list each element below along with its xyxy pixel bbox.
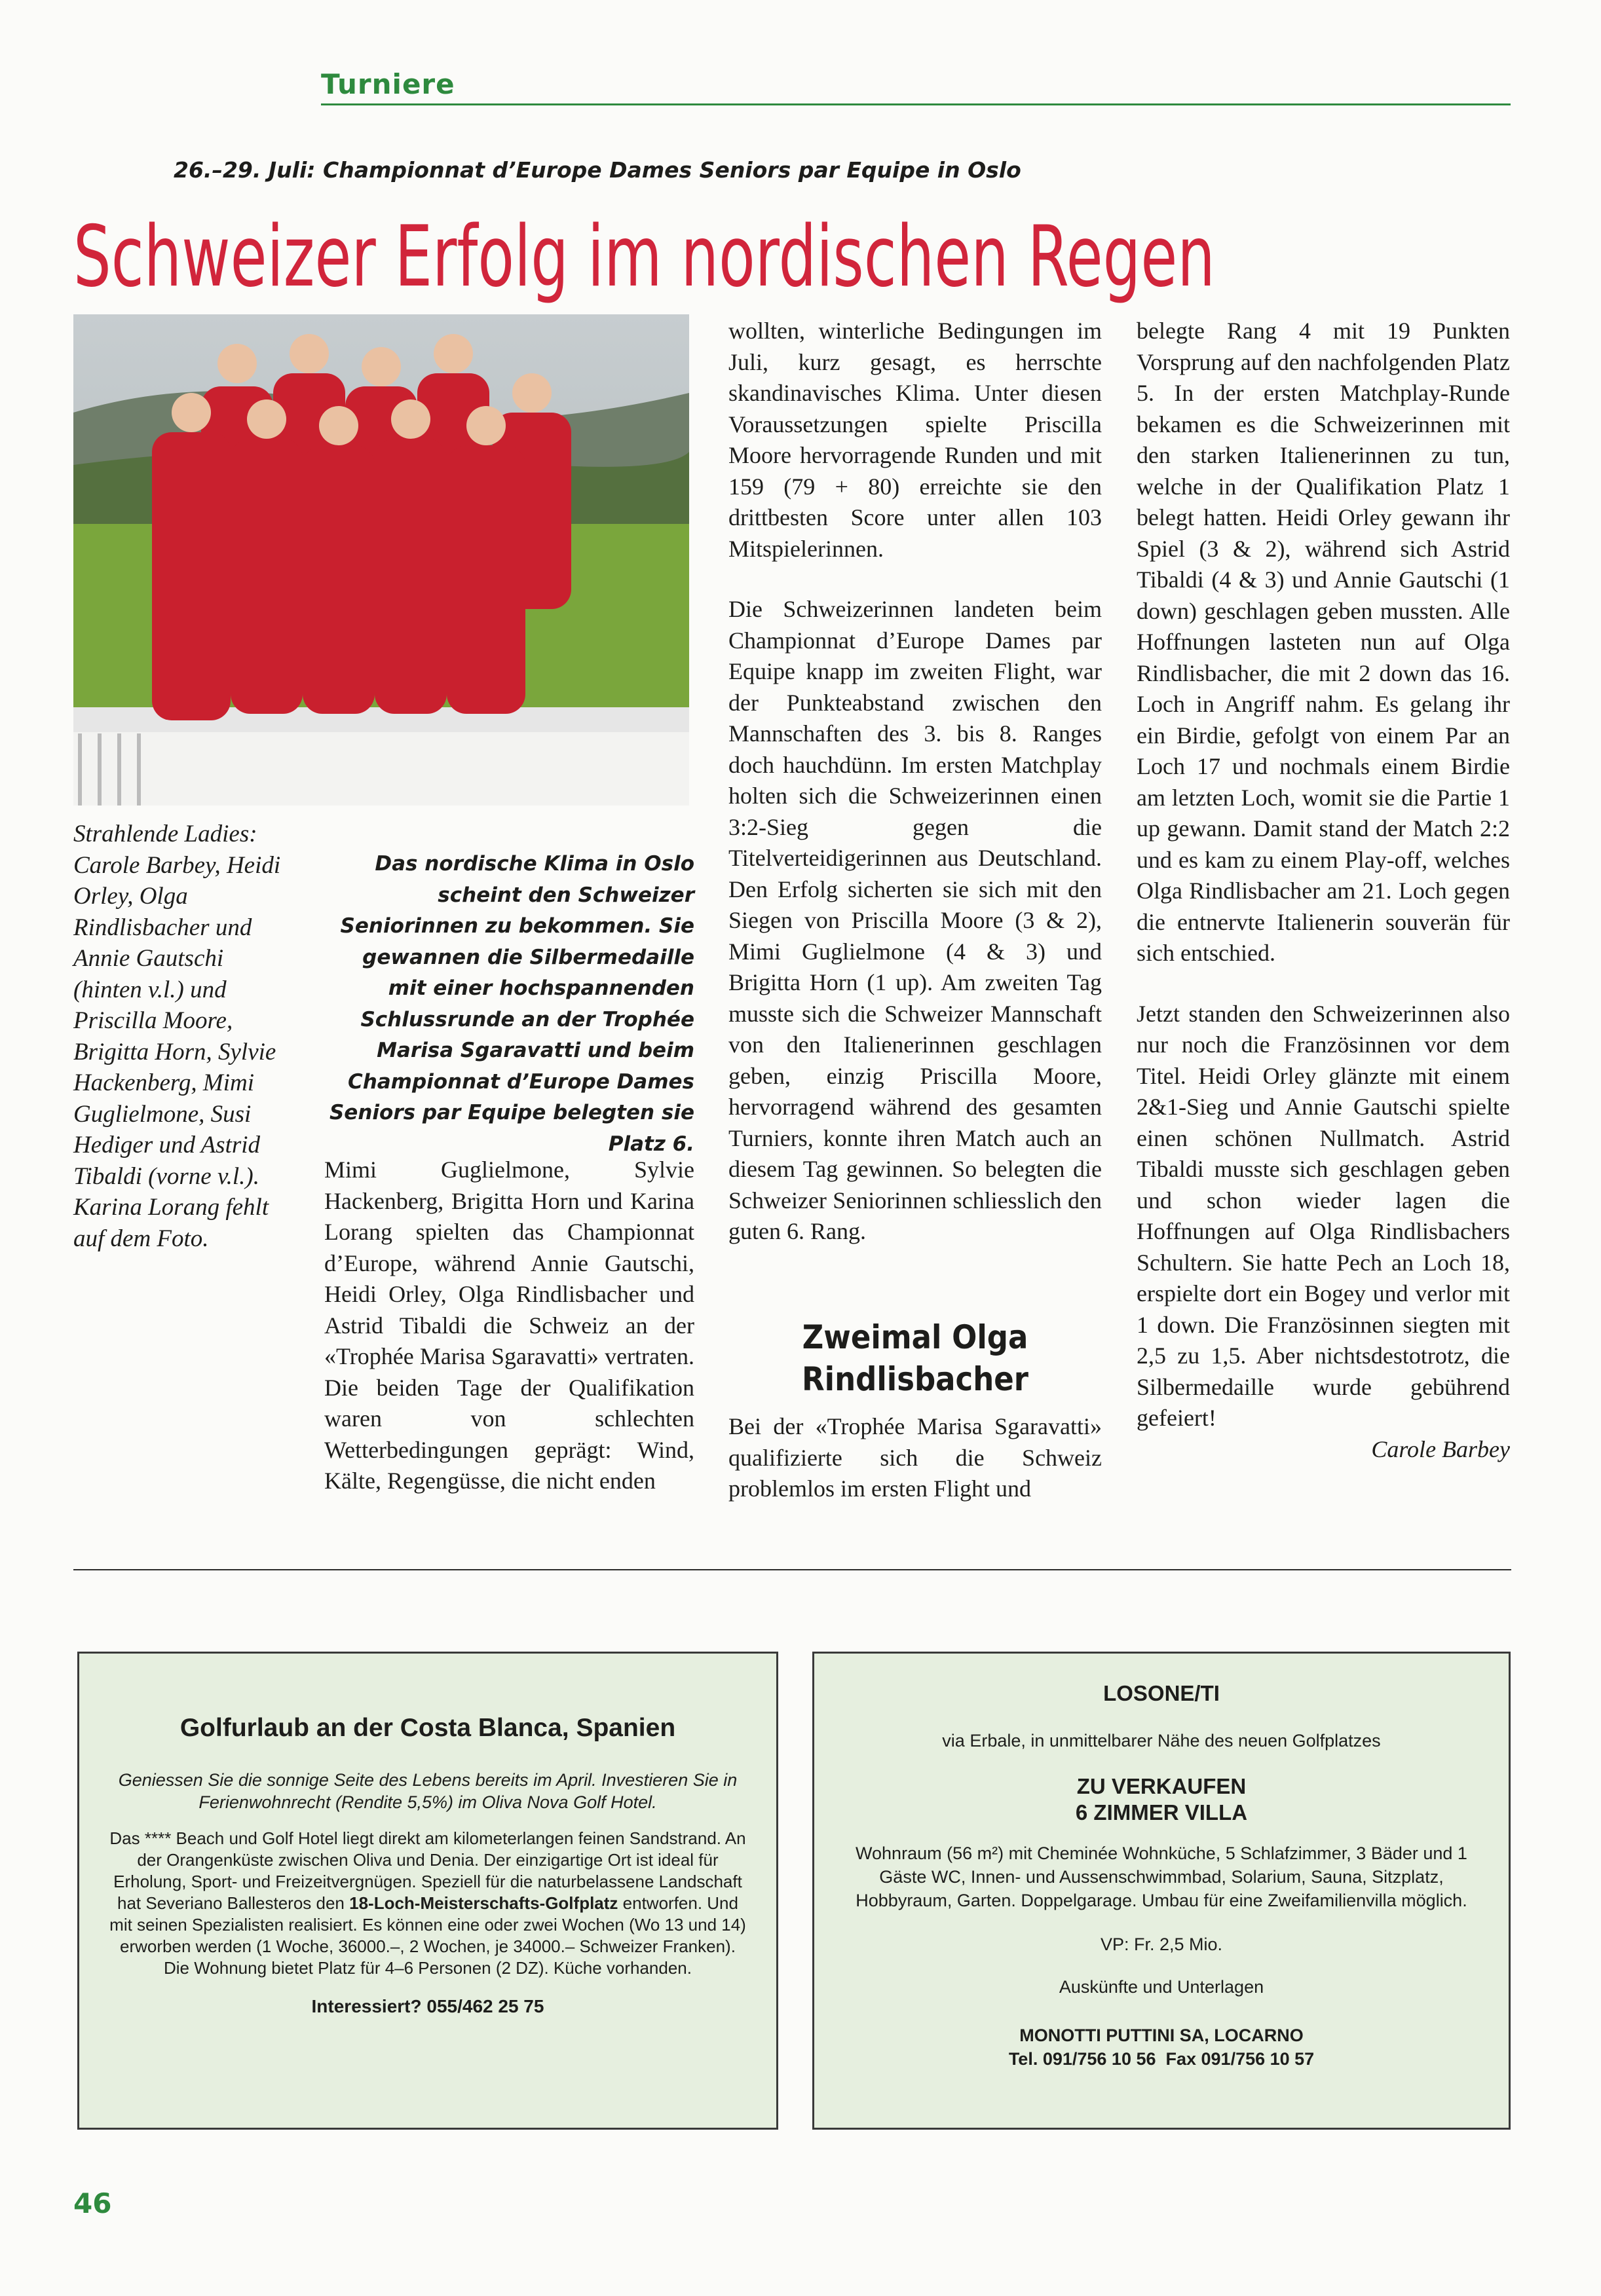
ad-phone: Tel. 091/756 10 56 Fax 091/756 10 57 bbox=[1008, 2049, 1315, 2069]
ad-body-highlight: 18-Loch-Meisterschafts-Golfplatz bbox=[349, 1893, 618, 1913]
ad-company: MONOTTI PUTTINI SA, LOCARNO bbox=[1019, 2026, 1304, 2045]
ad-body-text: entworfen. Und mit seinen Spezialisten realisiert. Es können eine oder zwei Wochen (Wo 13 und 14) erworben werden (1 Woche, 36000.–, 2 Wochen, je 34000.– Schweizer Franken). Die Wohnung bietet Platz für 4–6 Personen (2 DZ). Küche vorhanden. bbox=[109, 1893, 746, 1978]
ad-location: LOSONE/TI bbox=[1103, 1681, 1220, 1705]
ad-intro: Geniessen Sie die sonnige Seite des Lebens bereits im April. Investieren Sie in Ferienwohnrecht (Rendite 5,5%) im Oliva Nova Golf Hotel. bbox=[118, 1770, 738, 1812]
ad-contact: Interessiert? 055/462 25 75 bbox=[311, 1996, 544, 2016]
ad-info: Auskünfte und Unterlagen bbox=[1059, 1977, 1264, 1997]
ad-price: VP: Fr. 2,5 Mio. bbox=[1100, 1935, 1223, 1954]
subheading: Zweimal Olga Rindlisbacher bbox=[802, 1318, 1028, 1398]
article-headline: Schweizer Erfolg im nordischen Regen bbox=[73, 208, 1215, 306]
ad-body-text: Das **** Beach und Golf Hotel liegt direkt am kilometerlangen feinen Sandstrand. An der Orangenküste zwischen Oliva und Denia. Der einzigartige Ort ist ideal für Erholung, Sport- und Freizeitvergnügen. Speziell für die naturbelassene Landschaft hat Severiano Ballesteros den bbox=[109, 1828, 746, 1913]
paragraph: Mimi Guglielmone, Sylvie Hackenberg, Brigitta Horn und Karina Lorang spielten das Championnat d’Europe, während Annie Gautschi, Heidi Orley, Olga Rindlisbacher und Astrid Tibaldi die Schweiz an der «Trophée Marisa Sgaravatti» vertraten. Die beiden Tage der Qualifikation waren von schlechten Wetterbedingungen geprägt: Wind, Kälte, Regengüsse, die nicht enden bbox=[324, 1157, 694, 1494]
ad-title-line2: 6 ZIMMER VILLA bbox=[1075, 1800, 1248, 1824]
paragraph: belegte Rang 4 mit 19 Punkten Vorsprung auf den nachfolgenden Platz 5. In der ersten Matchplay-Runde bekamen es die Schweizerinnen mit den starken Italienerinnen zu tun, welche in der Qualifikation Platz 1 belegt hatten. Heidi Orley gewann ihr Spiel (3 & 2), während sich Astrid Tibaldi (4 & 3) und Annie Gautschi (1 down) geschlagen geben mussten. Alle Hoffnungen lasteten nun auf Olga Rindlisbacher, die mit 2 down das 16. Loch in Angriff nahm. Es gelang ihr ein Birdie, gefolgt von einem Par an Loch 17 und nochmals einem Birdie am letzten Loch, womit sie die Partie 1 up gewann. Damit stand der Match 2:2 und es kam zu einem Play-off, welches Olga Rindlisbacher am 21. Loch gegen die entnervte Italienerin souverän für sich entschied. bbox=[1137, 318, 1510, 966]
article-lead: Das nordische Klima in Oslo scheint den Schweizer Seniorinnen zu bekommen. Sie gewannen die Silbermedaille mit einer hochspannenden Schlussrunde an der Trophée Marisa Sgaravatti und beim Championnat d’Europe Dames Seniors par Equipe belegten sie Platz 6. bbox=[329, 852, 694, 1156]
team-photo-illustration bbox=[73, 314, 689, 805]
ad-costa-blanca bbox=[77, 1652, 778, 2130]
article-author: Carole Barbey bbox=[1371, 1435, 1510, 1462]
ad-subtitle: via Erbale, in unmittelbarer Nähe des neuen Golfplatzes bbox=[942, 1731, 1381, 1750]
photo-caption: Strahlende Ladies: Carole Barbey, Heidi Orley, Olga Rindlisbacher und Annie Gautschi (hinten v.l.) und Priscilla Moore, Brigitta Horn, Sylvie Hackenberg, Mimi Guglielmone, Susi Hediger und Astrid Tibaldi (vorne v.l.). Karina Lorang fehlt auf dem Foto. bbox=[73, 821, 281, 1252]
article-column-4 bbox=[1137, 316, 1510, 1465]
article-kicker: 26.–29. Juli: Championnat d’Europe Dames Seniors par Equipe in Oslo bbox=[174, 157, 1021, 183]
team-photo bbox=[73, 314, 689, 805]
ad-body bbox=[105, 1828, 750, 1979]
article-column-3-end bbox=[728, 1411, 1102, 1534]
paragraph: Bei der «Trophée Marisa Sgaravatti» qualifizierte sich die Schweiz problemlos im ersten Flight und bbox=[728, 1413, 1102, 1502]
ad-title-line1: ZU VERKAUFEN bbox=[1076, 1774, 1247, 1798]
ads-divider bbox=[73, 1569, 1511, 1570]
ad-title: Golfurlaub an der Costa Blanca, Spanien bbox=[179, 1714, 676, 1742]
ad-description: Wohnraum (56 m²) mit Cheminée Wohnküche, 5 Schlafzimmer, 3 Bäder und 1 Gäste WC, Innen- und Aussenschwimmbad, Solarium, Sauna, Sitzplatz, Hobbyraum, Garten. Doppelgarage. Umbau für eine Zweifamilienvilla möglich. bbox=[856, 1843, 1467, 1910]
paragraph: Jetzt standen den Schweizerinnen also nur noch die Französinnen vor dem Titel. Heidi Orley glänzte mit einem 2&1-Sieg und Annie Gautschi spielte einen schönen Nullmatch. Astrid Tibaldi musste sich geschlagen geben und schon wieder lagen die Hoffnungen auf Olga Rindlisbachers Schultern. Sie hatte Pech an Loch 18, erspielte dort ein Bogey und verlor mit 1 down. Die Französinnen siegten mit 2,5 zu 1,5. Aber nichtsdestotrotz, die Silbermedaille wurde gebührend gefeiert! bbox=[1137, 1000, 1510, 1431]
paragraph: Die Schweizerinnen landeten beim Championnat d’Europe Dames par Equipe knapp im zweiten Flight, war der Punkteabstand zwischen den Mannschaften des 3. bis 8. Ranges doch hauchdünn. Im ersten Matchplay holten sich die Schweizerinnen einen 3:2-Sieg gegen die Titelverteidigerinnen aus Deutschland. Den Erfolg sicherten sie sich mit den Siegen von Priscilla Moore (3 & 2), Mimi Guglielmone (4 & 3) und Brigitta Horn (1 up). Am zweiten Tag musste sich die Schweizer Mannschaft von den Italienerinnen geschlagen geben, einzig Priscilla Moore, hervorragend während des gesamten Turniers, konnte ihren Match auch an diesem Tag gewinnen. So belegten die Schweizer Seniorinnen schliesslich den guten 6. Rang. bbox=[728, 596, 1102, 1244]
header-rule bbox=[321, 103, 1511, 105]
paragraph: wollten, winterliche Bedingungen im Juli, kurz gesagt, es herrschte skandinavisches Klima. Unter diesen Voraussetzungen spielte Priscilla Moore hervorragende Runden und mit 159 (79 + 80) erreichte sie den drittbesten Score unter allen 103 Mitspielerinnen. bbox=[728, 318, 1102, 562]
page-number: 46 bbox=[73, 2187, 112, 2219]
section-label: Turniere bbox=[321, 68, 455, 100]
article-column-2 bbox=[324, 1155, 694, 1527]
article-column-3 bbox=[728, 316, 1102, 1277]
ad-losone-villa bbox=[812, 1652, 1511, 2130]
